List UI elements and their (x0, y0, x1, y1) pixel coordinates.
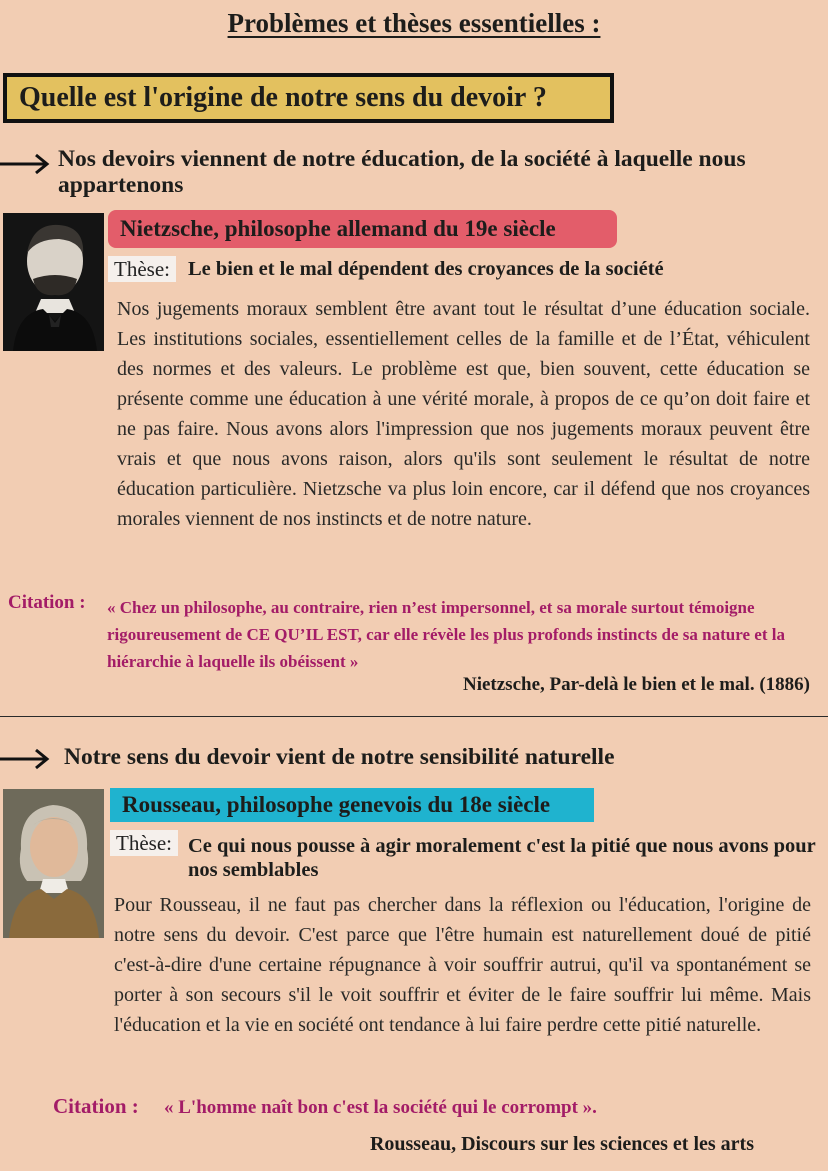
nietzsche-portrait (3, 213, 104, 351)
these-text: Le bien et le mal dépendent des croyances de la société (188, 258, 664, 280)
section-heading-rousseau: Notre sens du devoir vient de notre sensibilité naturelle (64, 744, 615, 770)
citation-quote: « Chez un philosophe, au contraire, rien n’est impersonnel, et sa morale surtout témoigne rigoureusement de CE QU’IL EST, car elle révèle les plus profonds instincts de sa nature et la hiérarchie à laquelle ils obéissent » (107, 598, 785, 671)
philosopher-label-rousseau: Rousseau, philosophe genevois du 18e siècle (110, 788, 594, 822)
section-divider (0, 716, 828, 717)
question-box: Quelle est l'origine de notre sens du devoir ? (3, 73, 614, 123)
citation-source: Nietzsche, Par-delà le bien et le mal. (1886) (462, 674, 810, 695)
paragraph-nietzsche: Nos jugements moraux semblent être avant tout le résultat d’une éducation sociale. Les institutions sociales, essentiellement celles de la famille et de l’État, véhiculent des normes et des valeurs. Le problème est que, bien souvent, cette éducation se présente comme une éducation à une vérité morale, à propos de ce qu’on doit faire et ne pas faire. Nous avons alors l'impression que nos jugements moraux peuvent être vrais et que nous avons raison, alors qu'ils sont seulement le résultat de notre éducation particulière. Nietzsche va plus loin encore, car il défend que nos croyances morales viennent de nos instincts et de notre nature. (117, 298, 810, 530)
citation-quote: « L'homme naît bon c'est la société qui le corrompt ». (164, 1097, 597, 1118)
citation-label: Citation : (53, 1094, 139, 1118)
these-text: Ce qui nous pousse à agir moralement c'est la pitié que nous avons pour nos semblables (188, 835, 816, 881)
arrow-right-icon (0, 748, 52, 770)
page-title: Problèmes et thèses essentielles : (227, 8, 601, 38)
these-label: Thèse: (108, 256, 176, 282)
paragraph-rousseau: Pour Rousseau, il ne faut pas chercher dans la réflexion ou l'éducation, l'origine de notre sens du devoir. C'est parce que l'être humain est naturellement doué de pitié c'est-à-dire d'une certaine répugnance à voir souffrir autrui, qu'il va spontanément se porter à son secours s'il le voit souffrir et éviter de le faire souffrir lui même. Mais l'éducation et la vie en société ont tendance à lui faire perdre cette pitié naturelle. (114, 894, 811, 1036)
arrow-right-icon (0, 153, 52, 175)
section-heading-nietzsche: Nos devoirs viennent de notre éducation, de la société à laquelle nous appartenons (58, 146, 746, 198)
philosopher-label-nietzsche: Nietzsche, philosophe allemand du 19e siècle (108, 210, 617, 248)
these-label: Thèse: (110, 830, 178, 856)
citation-label: Citation : (8, 592, 86, 613)
citation-source: Rousseau, Discours sur les sciences et les arts (369, 1133, 754, 1155)
rousseau-portrait (3, 789, 104, 938)
